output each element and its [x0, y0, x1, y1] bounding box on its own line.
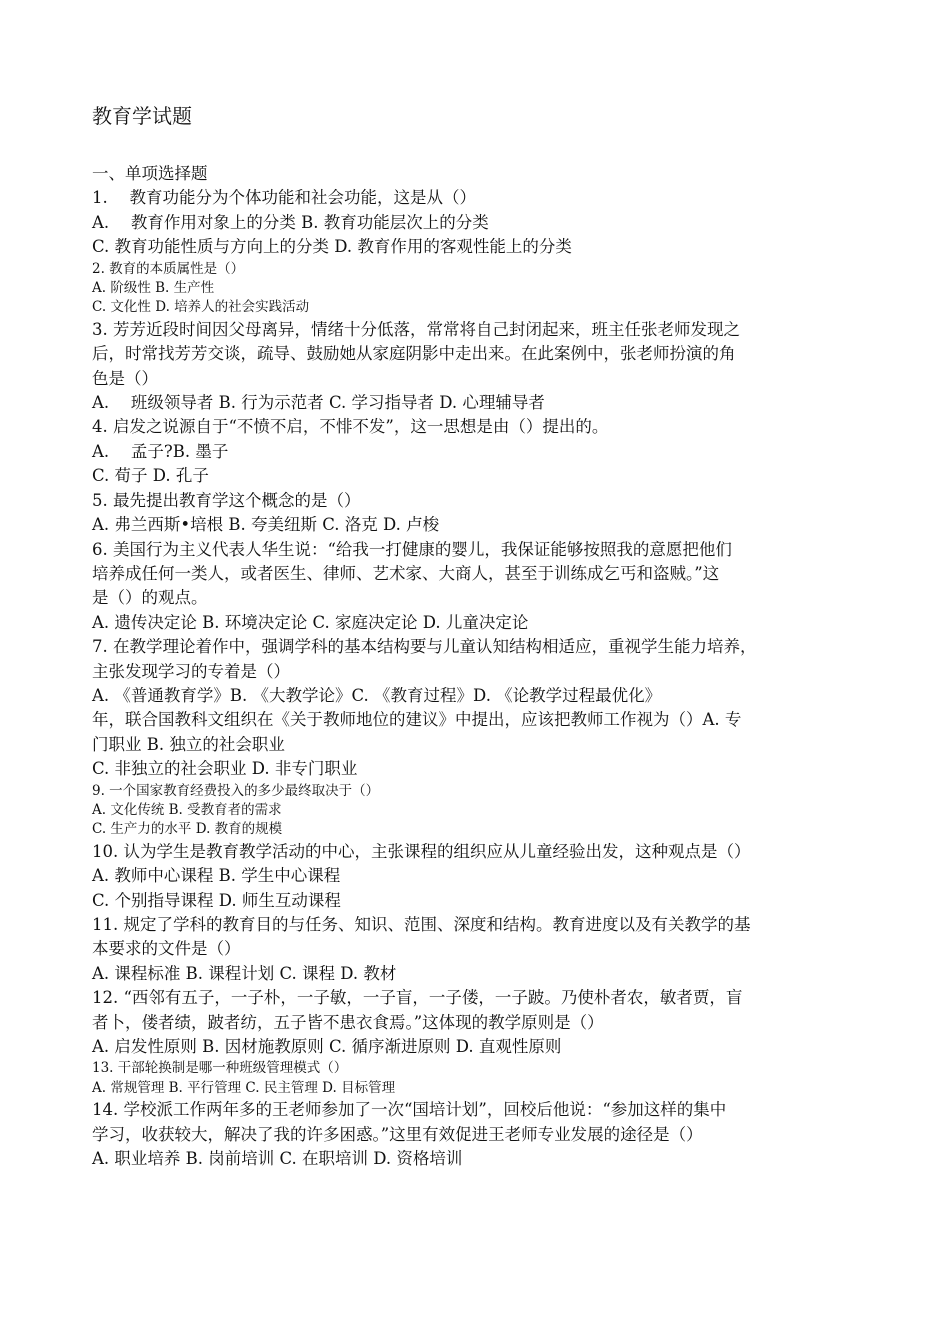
text-line: 1. 教育功能分为个体功能和社会功能，这是从（）	[92, 188, 476, 208]
document-title: 教育学试题	[92, 104, 192, 128]
text-line: 10. 认为学生是教育教学活动的中心，主张课程的组织应从儿童经验出发，这种观点是（）	[92, 841, 751, 861]
text-line: C. 生产力的水平 D. 教育的规模	[92, 821, 283, 838]
text-line: 3. 芳芳近段时间因父母离异，情绪十分低落，常常将自己封闭起来，班主任张老师发现之	[92, 319, 740, 339]
section-heading: 一、单项选择题	[92, 164, 208, 183]
text-line: 9. 一个国家教育经费投入的多少最终取决于（）	[92, 782, 380, 799]
text-line: 本要求的文件是（）	[92, 939, 241, 959]
text-line: 11. 规定了学科的教育目的与任务、知识、范围、深度和结构。教育进度以及有关教学的基	[92, 915, 751, 934]
text-line: 年，联合国教科文组织在《关于教师地位的建议》中提出，应该把教师工作视为（）A. 专	[92, 710, 742, 730]
text-line: A. 《普通教育学》B. 《大教学论》C. 《教育过程》D. 《论教学过程最优化》	[92, 685, 662, 705]
text-line: A. 班级领导者 B. 行为示范者 C. 学习指导者 D. 心理辅导者	[92, 393, 545, 413]
text-line: A. 遗传决定论 B. 环境决定论 C. 家庭决定论 D. 儿童决定论	[92, 612, 529, 632]
text-line: A. 课程标准 B. 课程计划 C. 课程 D. 教材	[92, 963, 397, 983]
text-line: A. 弗兰西斯•培根 B. 夸美纽斯 C. 洛克 D. 卢梭	[92, 515, 440, 535]
text-line: A. 教育作用对象上的分类 B. 教育功能层次上的分类	[92, 212, 489, 232]
text-line: A. 常规管理 B. 平行管理 C. 民主管理 D. 目标管理	[92, 1079, 396, 1096]
text-line: 培养成任何一类人，或者医生、律师、艺术家、大商人，甚至于训练成乞丐和盗贼。”这	[92, 563, 720, 583]
question-list	[92, 162, 862, 1171]
text-line: C. 荀子 D. 孔子	[92, 466, 209, 486]
text-line: 2. 教育的本质属性是（）	[92, 260, 245, 277]
text-line: 者卜，偻者绩，跛者纺，五子皆不患衣食焉。”这体现的教学原则是（）	[92, 1012, 604, 1032]
text-line: C. 个别指导课程 D. 师生互动课程	[92, 890, 341, 910]
text-line: A. 文化传统 B. 受教育者的需求	[92, 801, 282, 818]
text-line: A. 启发性原则 B. 因材施教原则 C. 循序渐进原则 D. 直观性原则	[92, 1037, 562, 1057]
text-line: 7. 在教学理论着作中，强调学科的基本结构要与儿童认知结构相适应，重视学生能力培养，	[92, 637, 757, 657]
text-line: 是（）的观点。	[92, 588, 208, 608]
text-line: 学习，收获较大，解决了我的许多困惑。”这里有效促进王老师专业发展的途径是（）	[92, 1124, 703, 1144]
text-line: C. 非独立的社会职业 D. 非专门职业	[92, 759, 358, 779]
text-line: A. 教师中心课程 B. 学生中心课程	[92, 866, 341, 886]
text-line: A. 职业培养 B. 岗前培训 C. 在职培训 D. 资格培训	[92, 1149, 463, 1169]
text-line: C. 文化性 D. 培养人的社会实践活动	[92, 299, 310, 316]
text-line: C. 教育功能性质与方向上的分类 D. 教育作用的客观性能上的分类	[92, 237, 572, 257]
text-line: A. 孟子?B. 墨子	[92, 441, 229, 461]
text-line: 色是（）	[92, 368, 158, 388]
text-line: 14. 学校派工作两年多的王老师参加了一次“国培计划”，回校后他说：“参加这样的集中	[92, 1100, 727, 1120]
text-line: 4. 启发之说源自于“不愤不启，不悱不发”，这一思想是由（）提出的。	[92, 417, 609, 437]
text-line: 6. 美国行为主义代表人华生说：“给我一打健康的婴儿，我保证能够按照我的意愿把他们	[92, 539, 732, 559]
question-lines	[92, 186, 862, 1171]
text-line: 后，时常找芳芳交谈，疏导、鼓励她从家庭阴影中走出来。在此案例中，张老师扮演的角	[92, 344, 736, 364]
text-line: 5. 最先提出教育学这个概念的是（）	[92, 490, 361, 510]
text-line: 主张发现学习的专着是（）	[92, 661, 290, 681]
text-line: A. 阶级性 B. 生产性	[92, 280, 215, 297]
text-line: 12. “西邻有五子，一子朴，一子敏，一子盲，一子偻，一子跛。乃使朴者农，敏者贾，盲	[92, 988, 743, 1008]
text-line: 门职业 B. 独立的社会职业	[92, 734, 285, 754]
text-line: 13. 干部轮换制是哪一种班级管理模式（）	[92, 1060, 348, 1077]
